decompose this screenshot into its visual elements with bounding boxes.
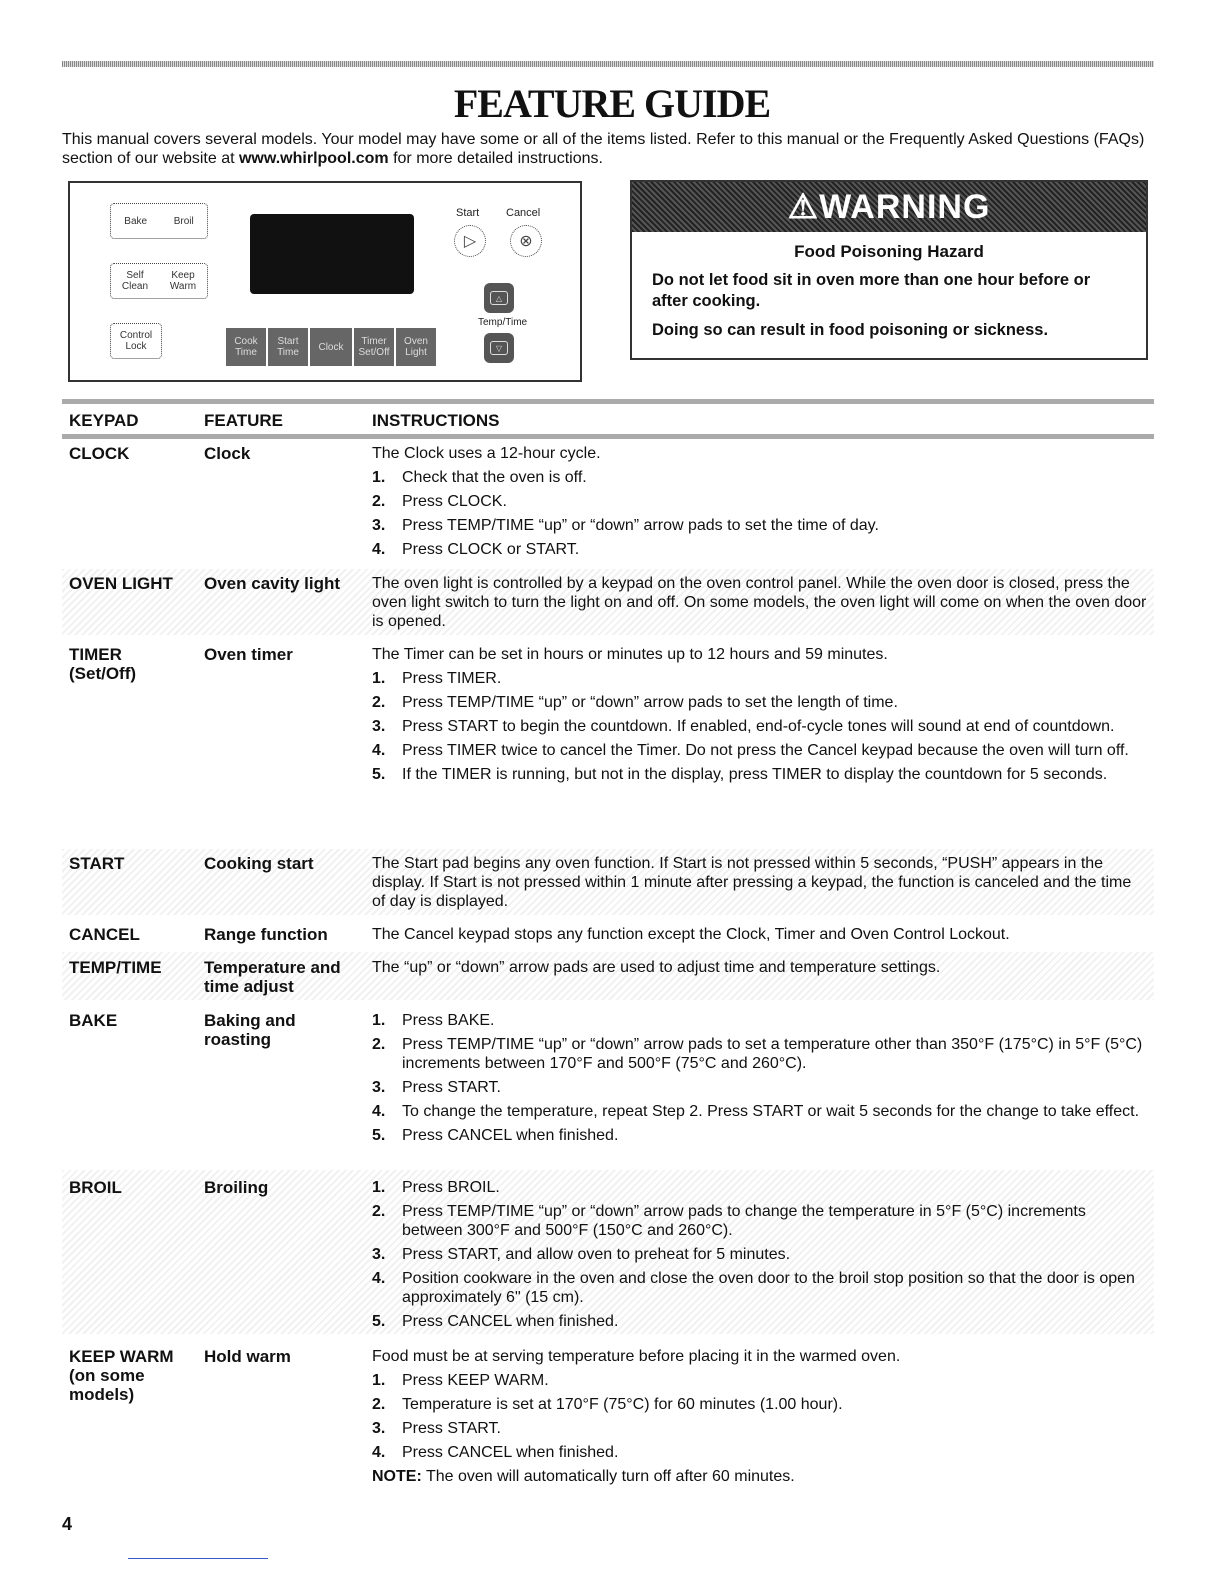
table-row: CLOCK Clock The Clock uses a 12-hour cycle. 1. Check that the oven is off. 2. Press CLOCK. 3. Press TEMP/TIME “up” or “down” arrow pads to set the time of day. 4. Press CLOCK or START. <box>69 444 879 558</box>
table-row: OVEN LIGHT Oven cavity light The oven light is controlled by a keypad on the oven control panel. While the oven door is closed, press the oven light switch to turn the light on and off. On some models, the oven light will come on when the oven door is opened. <box>62 569 1154 635</box>
start-label: Start <box>456 207 480 219</box>
cook-time-pad: Cook Time <box>226 328 266 366</box>
up-arrow-icon: △ <box>484 283 514 313</box>
table-row: TEMP/TIME Temperature and time adjust The “up” or “down” arrow pads are used to adjust time and temperature settings. <box>62 952 1154 1000</box>
timer-pad: Timer Set/Off <box>354 328 394 366</box>
control-panel-diagram <box>68 181 582 382</box>
start-time-pad: Start Time <box>268 328 308 366</box>
start-play-icon: ▷ <box>454 225 486 257</box>
footer-line <box>128 1558 268 1559</box>
page-title: FEATURE GUIDE <box>453 81 771 126</box>
website-link[interactable]: www.whirlpool.com <box>238 150 389 167</box>
header-instructions: INSTRUCTIONS <box>372 411 500 430</box>
warning-header: ⚠ WARNING <box>632 182 1146 232</box>
table-row: KEEP WARM (on some models) Hold warm Food must be at serving temperature before placing it in the warmed oven. 1. Press KEEP WARM. 2. Temperature is set at 170°F (75°C) for 60 minutes (1.00 hour). 3. Press START. 4. Press CANCEL when finished. NOTE: The oven will automatically turn off after 60 minutes. <box>69 1347 901 1485</box>
oven-light-pad: Oven Light <box>396 328 436 366</box>
warning-hazard: Food Poisoning Hazard <box>794 242 984 261</box>
intro-paragraph: This manual covers several models. Your model may have some or all of the items listed. Refer to this manual or the Frequently Asked Questions (FAQs) section of our website at www.whirlpool.com for more detailed instructions. <box>62 131 1145 167</box>
table-row: CANCEL Range function The Cancel keypad stops any function except the Clock, Timer and Oven Control Lockout. <box>69 925 1010 944</box>
page-number: 4 <box>62 1514 73 1534</box>
header-keypad: KEYPAD <box>69 411 139 430</box>
selfclean-keepwarm-pads: Self Clean Keep Warm <box>110 263 208 299</box>
table-row: BAKE Baking and roasting 1. Press BAKE. 2. Press TEMP/TIME “up” or “down” arrow pads to set a temperature other than 350°F (175°C) in 5°F (5°C) increments between 170°F and 500°F (75°C and 260°C). 3. Press START. 4. To change the temperature, repeat Step 2. Press START or wait 5 seconds for the change to take effect. 5. Press CANCEL when finished. <box>69 1011 1143 1144</box>
table-row: BROIL Broiling 1. Press BROIL. 2. Press TEMP/TIME “up” or “down” arrow pads to change the temperature in 5°F (5°C) increments between 300°F and 500°F (150°C and 260°C). 3. Press START, and allow oven to preheat for 5 minutes. 4. Position cookware in the oven and close the oven door to the broil stop position so that the door is open approximately 6" (15 cm). 5. Press CANCEL when finished. <box>62 1170 1154 1334</box>
warning-box <box>630 180 1148 360</box>
oven-display <box>250 214 414 294</box>
warning-line-2: Doing so can result in food poisoning or sickness. <box>652 321 1049 339</box>
clock-pad: Clock <box>310 328 352 366</box>
top-rule <box>62 61 1154 67</box>
bake-broil-pads: Bake Broil <box>110 203 208 239</box>
down-arrow-icon: ▽ <box>484 333 514 363</box>
control-lock-pad: Control Lock <box>110 323 162 359</box>
warning-triangle-icon: ⚠ <box>787 188 820 226</box>
cancel-x-icon: ⊗ <box>510 225 542 257</box>
header-feature: FEATURE <box>204 411 284 430</box>
table-row: START Cooking start The Start pad begins any oven function. If Start is not pressed within 5 seconds, “PUSH” appears in the display. If Start is not pressed within 1 minute after pressing a keypad, the function is canceled and the time of day is displayed. <box>62 849 1154 915</box>
table-row: TIMER (Set/Off) Oven timer The Timer can be set in hours or minutes up to 12 hours and 59 minutes. 1. Press TIMER. 2. Press TEMP/TIME “up” or “down” arrow pads to set the length of time. 3. Press START to begin the countdown. If enabled, end-of-cycle tones will sound at end of countdown. 4. Press TIMER twice to cancel the Timer. Do not press the Cancel keypad because the oven will turn off. 5. If the TIMER is running, but not in the display, press TIMER to display the countdown for 5 seconds. <box>69 645 1129 783</box>
temptime-label: Temp/Time <box>478 317 528 328</box>
table-header <box>62 399 1154 439</box>
warning-line-1: Do not let food sit in oven more than one hour before or after cooking. <box>652 271 1091 310</box>
cancel-label: Cancel <box>506 207 541 219</box>
